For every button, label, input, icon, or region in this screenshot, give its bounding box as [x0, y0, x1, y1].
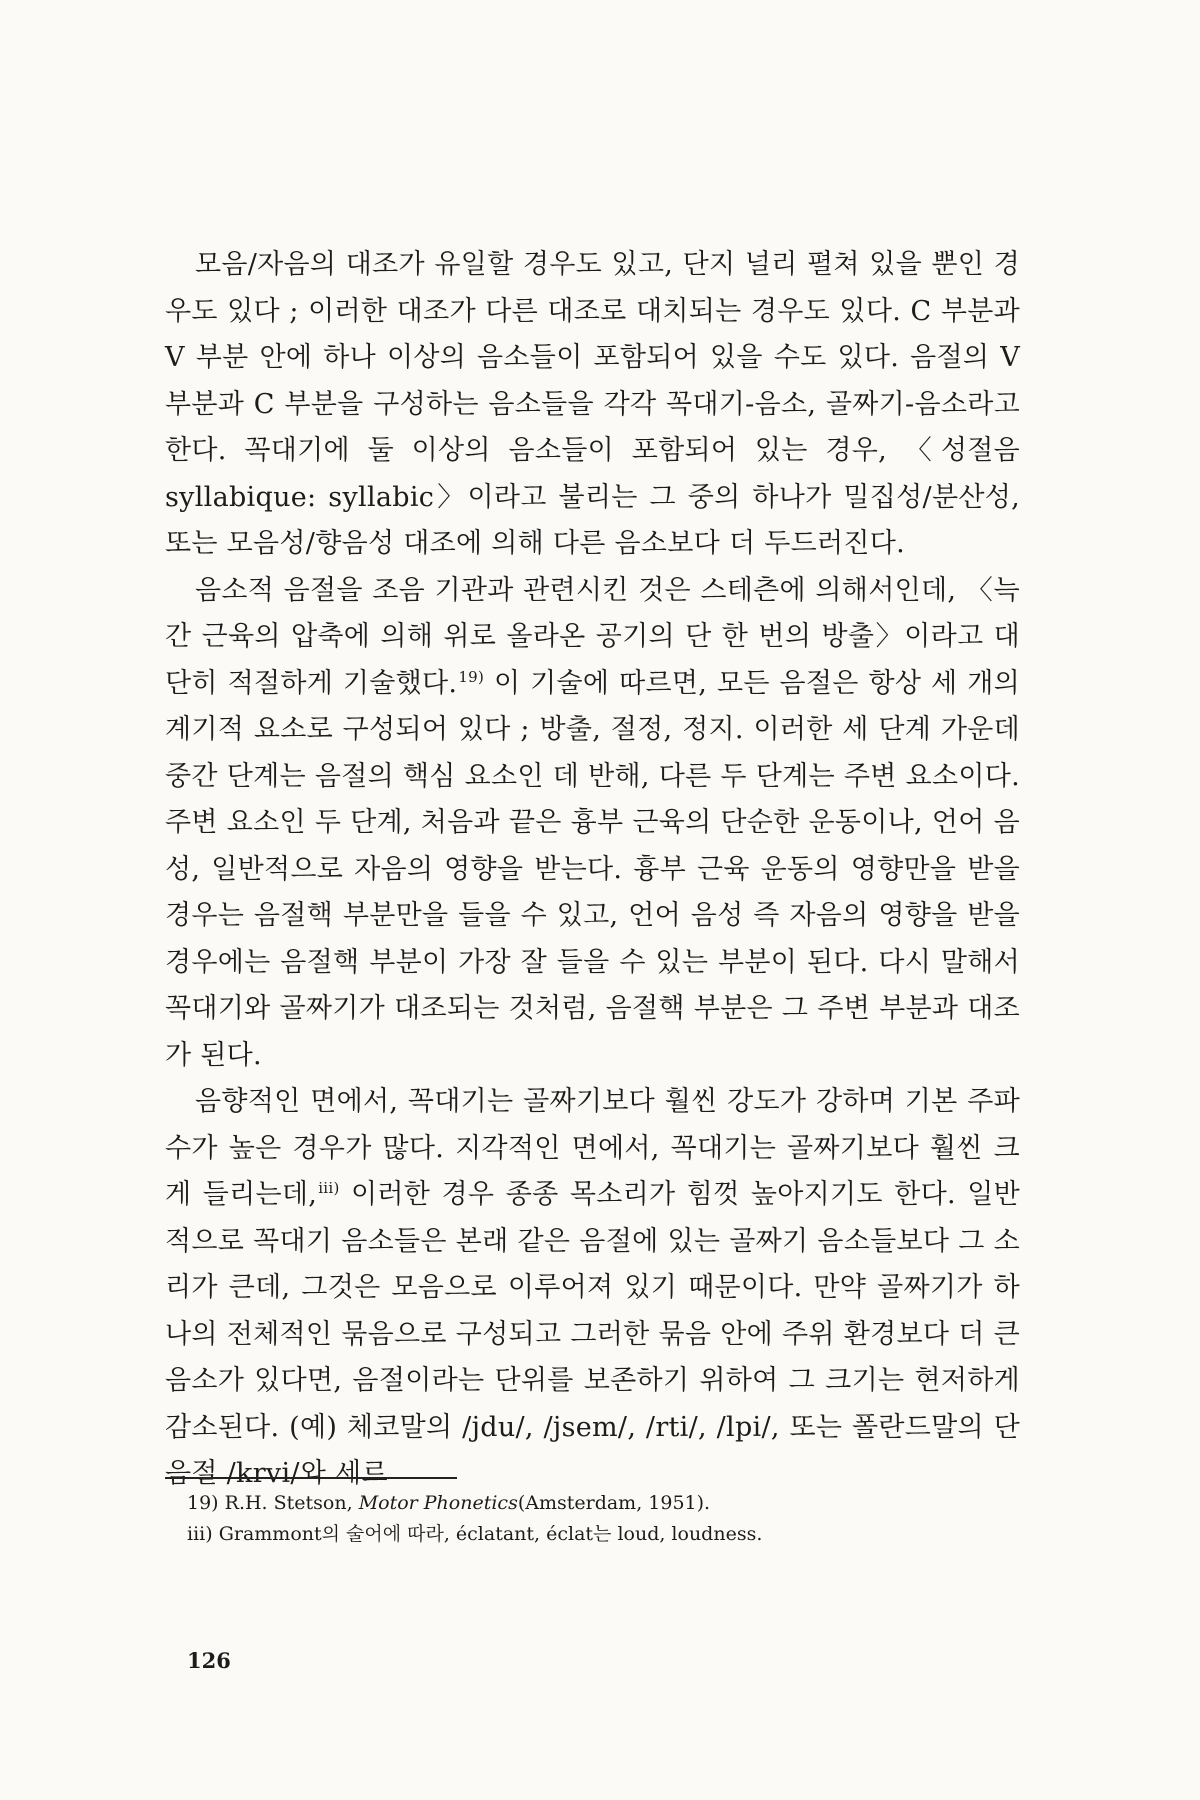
- paragraph-3-text-a: 음향적인 면에서, 꼭대기는 골짜기보다 훨씬 강도가 강하며 기본 주파수가 높은 경우가 많다. 지각적인 면에서, 꼭대기는 골짜기보다 훨씬 크게 들리는데,: [165, 1086, 1020, 1210]
- footnote-19-marker: 19): [187, 1492, 219, 1514]
- paragraph-3-text-b: 이러한 경우 종종 목소리가 힘껏 높아지기도 한다. 일반적으로 꼭대기 음소들은 본래 같은 음절에 있는 골짜기 음소들보다 그 소리가 큰데, 그것은 모음으로 이루어져 있기 때문이다. 만약 골짜기가 하나의 전체적인 묶음으로 구성되고 그러한 묶음 안에 주위 환경보다 더 큰 음소가 있다면, 음절이라는 단위를 보존하기 위하여 그 크기는 현저하게 감소된다. (예) 체코말의 /jdu/, /jsem/, /rti/, /lpi/, 또는 폴란드말의 단음절 /krvi/와 세르: [165, 1179, 1020, 1489]
- footnote-19-rest: (Amsterdam, 1951).: [517, 1492, 711, 1514]
- paragraph-2: [165, 568, 1020, 1080]
- footnote-19-title: Motor Phonetics: [358, 1492, 518, 1514]
- footnotes: [187, 1488, 1007, 1550]
- paragraph-1-text: 모음/자음의 대조가 유일할 경우도 있고, 단지 널리 펼쳐 있을 뿐인 경우도 있다 ; 이러한 대조가 다른 대조로 대치되는 경우도 있다. C 부분과 V 부분 안에 하나 이상의 음소들이 포함되어 있을 수도 있다. 음절의 V 부분과 C 부분을 구성하는 음소들을 각각 꼭대기-음소, 골짜기-음소라고 한다. 꼭대기에 둘 이상의 음소들이 포함되어 있는 경우, 〈성절음 syllabique: syllabic〉이라고 불리는 그 중의 하나가 밀집성/분산성, 또는 모음성/향음성 대조에 의해 다른 음소보다 더 두드러진다.: [165, 249, 1020, 559]
- body-text: [165, 242, 1020, 1498]
- footnote-ref-iii: iii): [318, 1179, 340, 1197]
- footnote-iii-marker: iii): [187, 1523, 213, 1545]
- footnote-ref-19: 19): [458, 667, 485, 686]
- footnote-iii: [187, 1519, 1007, 1550]
- paragraph-2-text-a: 음소적 음절을 조음 기관과 관련시킨 것은 스테츤에 의해서인데, 〈늑간 근육의 압축에 의해 위로 올라온 공기의 단 한 번의 방출〉이라고 대단히 적절하게 기술했다.: [165, 574, 1020, 699]
- paragraph-3: [165, 1079, 1020, 1498]
- paragraph-2-text-b: 이 기술에 따르면, 모든 음절은 항상 세 개의 계기적 요소로 구성되어 있다 ; 방출, 절정, 정지. 이러한 세 단계 가운데 중간 단계는 음절의 핵심 요소인 데 반해, 다른 두 단계는 주변 요소이다. 주변 요소인 두 단계, 처음과 끝은 흉부 근육의 단순한 운동이나, 언어 음성, 일반적으로 자음의 영향을 받는다. 흉부 근육 운동의 영향만을 받을 경우는 음절핵 부분만을 들을 수 있고, 언어 음성 즉 자음의 영향을 받을 경우에는 음절핵 부분이 가장 잘 들을 수 있는 부분이 된다. 다시 말해서 꼭대기와 골짜기가 대조되는 것처럼, 음절핵 부분은 그 주변 부분과 대조가 된다.: [165, 667, 1021, 1071]
- footnote-19: [187, 1488, 1007, 1519]
- footnote-divider: [165, 1477, 457, 1479]
- footnote-iii-text: Grammont의 술어에 따라, éclatant, éclat는 loud, loudness.: [218, 1523, 763, 1545]
- paragraph-1: [165, 242, 1020, 568]
- footnote-19-author: R.H. Stetson,: [224, 1492, 353, 1514]
- page-number: 126: [187, 1648, 231, 1673]
